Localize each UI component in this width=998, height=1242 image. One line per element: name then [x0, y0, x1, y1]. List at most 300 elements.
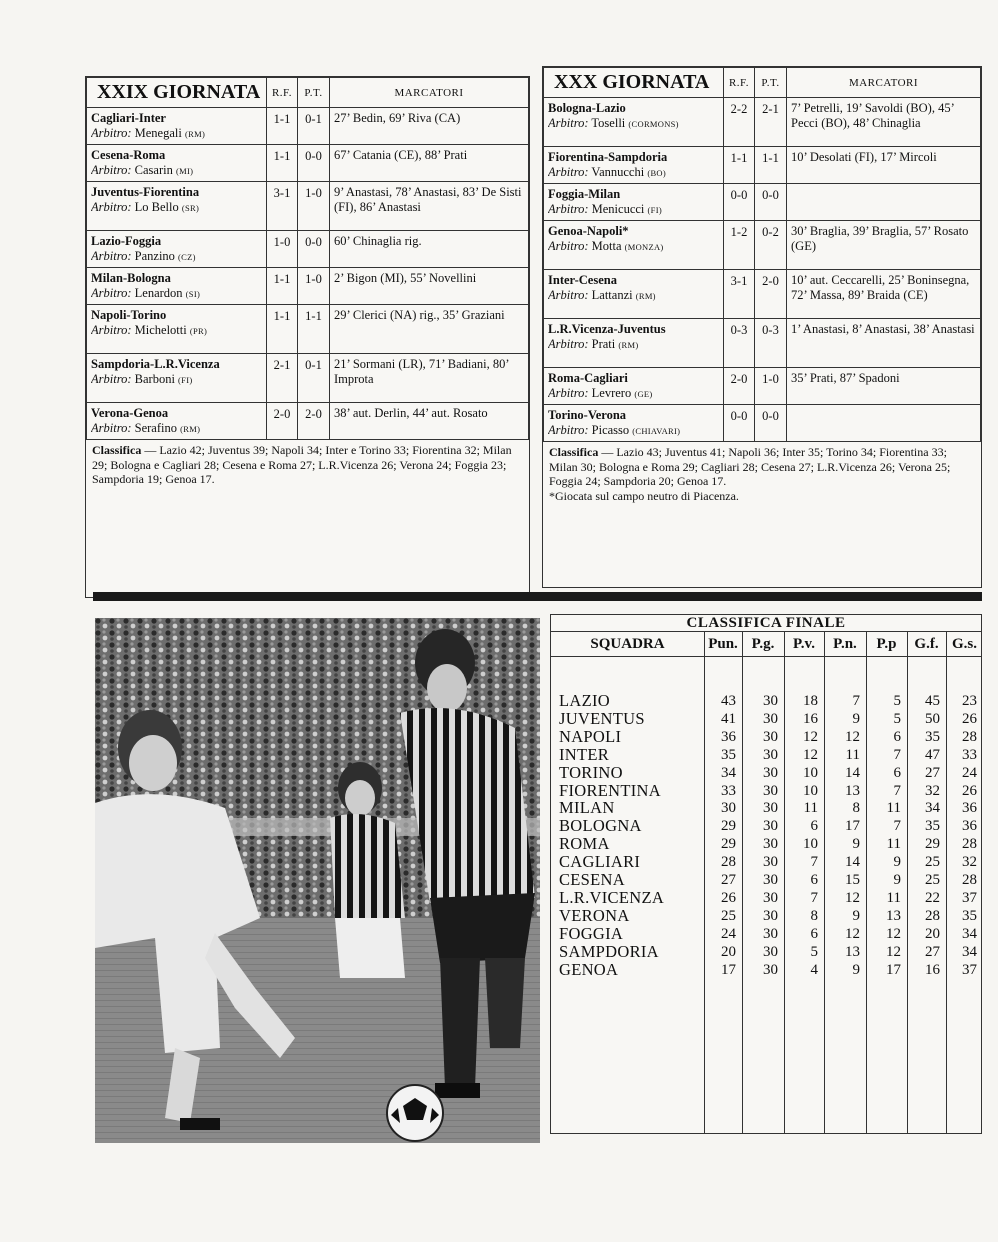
stat-pn: 12 [845, 728, 860, 745]
pt-score: 1-0 [755, 368, 787, 405]
match-row [544, 405, 981, 442]
pt-score: 0-1 [298, 354, 330, 403]
header-pg: P.g. [751, 636, 775, 652]
team-name: VERONA [559, 905, 630, 925]
pt-score: 0-2 [755, 221, 787, 270]
header-squadra: SQUADRA [590, 636, 665, 652]
referee-name: Picasso [591, 423, 630, 437]
stat-gf: 27 [925, 764, 940, 781]
stat-pg: 30 [763, 764, 778, 781]
separator-bar [93, 592, 982, 601]
stat-pg: 30 [763, 693, 778, 709]
match-name: Fiorentina-Sampdoria [548, 150, 668, 164]
team-name: ROMA [559, 834, 610, 854]
match-cell [87, 354, 267, 403]
stat-pun: 35 [721, 746, 736, 763]
classifica-finale-title: CLASSIFICA FINALE [551, 615, 981, 632]
col-marcatori-header: MARCATORI [787, 68, 981, 98]
stat-gf: 35 [925, 728, 940, 745]
stat-pun: 36 [721, 728, 736, 745]
match-row [87, 403, 529, 440]
referee-city: (GE) [634, 389, 653, 399]
referee-name: Casarin [134, 163, 173, 177]
stat-gf: 45 [925, 693, 940, 709]
pt-score: 2-1 [755, 98, 787, 147]
pt-score: 0-3 [755, 319, 787, 368]
referee-label: Arbitro: [91, 126, 132, 140]
stat-gs: 28 [962, 836, 977, 853]
stat-pun: 33 [721, 782, 736, 799]
match-name: Torino-Verona [548, 408, 627, 422]
rf-score: 1-1 [267, 145, 298, 182]
referee-line [91, 372, 262, 388]
stat-pun: 41 [721, 710, 736, 727]
header-divider [551, 656, 981, 657]
rf-score: 1-1 [724, 147, 755, 184]
match-cell [544, 221, 724, 270]
match-name: Verona-Genoa [91, 406, 169, 420]
stat-pv: 18 [803, 693, 818, 709]
match-name: L.R.Vicenza-Juventus [548, 322, 666, 336]
referee-name: Lenardon [134, 286, 183, 300]
pt-score: 1-0 [298, 268, 330, 305]
stat-gs: 28 [962, 728, 977, 745]
stat-gf: 50 [925, 710, 940, 727]
header-gs: G.s. [951, 636, 977, 652]
header-pp: P.p [876, 636, 897, 652]
stat-pp: 17 [886, 961, 901, 978]
giornata-29-body [87, 108, 529, 440]
stat-pg: 30 [763, 943, 778, 960]
scorers: 27’ Bedin, 69’ Riva (CA) [330, 108, 529, 145]
scorers: 29’ Clerici (NA) rig., 35’ Graziani [330, 305, 529, 354]
col-rf-header: R.F. [724, 68, 755, 98]
match-cell [544, 368, 724, 405]
stat-pg: 30 [763, 836, 778, 853]
match-row [544, 319, 981, 368]
stat-pun: 43 [721, 693, 736, 709]
match-row [87, 145, 529, 182]
referee-line [548, 239, 719, 255]
match-row [544, 368, 981, 405]
header-gf: G.f. [914, 636, 939, 652]
stat-gs: 36 [962, 800, 977, 817]
stat-pn: 17 [845, 818, 860, 835]
stat-pp: 12 [886, 943, 901, 960]
referee-label: Arbitro: [91, 249, 132, 263]
stat-pun: 17 [721, 961, 736, 978]
stat-pun: 34 [721, 764, 736, 781]
rf-score: 2-0 [267, 403, 298, 440]
referee-city: (SR) [181, 203, 200, 213]
stat-pv: 5 [810, 943, 818, 960]
stat-gs: 35 [962, 907, 977, 924]
match-row [544, 147, 981, 184]
stat-pg: 30 [763, 854, 778, 871]
stat-gs: 28 [962, 872, 977, 888]
scorers: 2’ Bigon (MI), 55’ Novellini [330, 268, 529, 305]
match-name: Lazio-Foggia [91, 234, 162, 248]
referee-line [91, 421, 262, 437]
rf-score: 0-0 [724, 184, 755, 221]
header-pn: P.n. [833, 636, 857, 652]
stat-pv: 12 [803, 746, 818, 763]
stat-pg: 30 [763, 961, 778, 978]
stat-gs: 26 [962, 782, 977, 799]
referee-city: (SI) [185, 289, 201, 299]
rf-score: 2-1 [267, 354, 298, 403]
scorers: 10’ aut. Ceccarelli, 25’ Boninsegna, 72’ Massa, 89’ Braida (CE) [787, 270, 981, 319]
match-cell [544, 98, 724, 147]
giornata-29-panel [85, 76, 530, 598]
header-pv: P.v. [793, 636, 815, 652]
referee-city: (RM) [180, 424, 201, 434]
stat-pp: 9 [893, 872, 901, 888]
stat-pn: 14 [845, 764, 860, 781]
match-name: Inter-Cesena [548, 273, 617, 287]
stat-pv: 6 [810, 925, 818, 942]
col-pt-header: P.T. [298, 78, 330, 108]
neutral-field-note: *Giocata sul campo neutro di Piacenza. [549, 488, 739, 503]
match-cell [87, 268, 267, 305]
stat-pun: 29 [721, 818, 736, 835]
match-row [87, 268, 529, 305]
team-name: GENOA [559, 959, 619, 979]
stat-gf: 20 [925, 925, 940, 942]
scorers [787, 184, 981, 221]
pt-score: 1-0 [298, 182, 330, 231]
stat-pn: 7 [852, 693, 860, 709]
stat-pv: 10 [803, 836, 818, 853]
stat-gs: 34 [962, 943, 977, 960]
match-name: Cagliari-Inter [91, 111, 166, 125]
giornata-30-body [544, 98, 981, 442]
referee-city: (MONZA) [624, 242, 664, 252]
stat-pv: 7 [810, 854, 818, 871]
scorers: 7’ Petrelli, 19’ Savoldi (BO), 45’ Pecci (BO), 48’ Chinaglia [787, 98, 981, 147]
pt-score: 0-0 [755, 405, 787, 442]
stat-pn: 9 [852, 907, 860, 924]
referee-city: (MI) [175, 166, 194, 176]
referee-name: Michelotti [134, 323, 187, 337]
header-pun: Pun. [708, 636, 738, 652]
match-row [544, 184, 981, 221]
stat-pn: 12 [845, 889, 860, 906]
referee-label: Arbitro: [91, 323, 132, 337]
stat-pg: 30 [763, 925, 778, 942]
stat-pn: 8 [852, 800, 860, 817]
stat-pn: 9 [852, 710, 860, 727]
match-name: Juventus-Fiorentina [91, 185, 200, 199]
stat-pv: 7 [810, 889, 818, 906]
referee-name: Menicucci [591, 202, 645, 216]
stat-gs: 23 [962, 693, 977, 709]
stat-pv: 11 [803, 800, 818, 817]
referee-label: Arbitro: [548, 239, 589, 253]
referee-label: Arbitro: [548, 423, 589, 437]
rf-score: 0-3 [724, 319, 755, 368]
team-name: FOGGIA [559, 923, 624, 943]
stat-gf: 28 [925, 907, 940, 924]
scorers: 9’ Anastasi, 78’ Anastasi, 83’ De Sisti (FI), 86’ Anastasi [330, 182, 529, 231]
stat-pun: 27 [721, 872, 736, 888]
stat-gs: 37 [962, 961, 977, 978]
stat-pp: 13 [886, 907, 901, 924]
match-cell [544, 405, 724, 442]
rf-score: 1-0 [267, 231, 298, 268]
scorers: 35’ Prati, 87’ Spadoni [787, 368, 981, 405]
stat-pg: 30 [763, 907, 778, 924]
referee-name: Prati [591, 337, 616, 351]
team-name: FIORENTINA [559, 780, 661, 800]
stat-pg: 30 [763, 889, 778, 906]
referee-name: Barboni [134, 372, 175, 386]
referee-line [548, 202, 719, 218]
team-name: CESENA [559, 870, 625, 889]
referee-label: Arbitro: [548, 165, 589, 179]
stat-pv: 16 [803, 710, 818, 727]
stat-pp: 7 [893, 818, 901, 835]
pt-score: 0-0 [755, 184, 787, 221]
stat-pun: 20 [721, 943, 736, 960]
stat-pp: 9 [893, 854, 901, 871]
stat-gs: 33 [962, 746, 977, 763]
team-name: L.R.VICENZA [559, 887, 665, 907]
stat-pv: 8 [810, 907, 818, 924]
team-name: CAGLIARI [559, 852, 641, 872]
referee-line [91, 126, 262, 142]
stat-pn: 14 [845, 854, 860, 871]
referee-line [548, 423, 719, 439]
stat-pn: 9 [852, 836, 860, 853]
referee-label: Arbitro: [548, 337, 589, 351]
stat-pun: 26 [721, 889, 736, 906]
team-name: JUVENTUS [559, 708, 645, 728]
referee-label: Arbitro: [91, 163, 132, 177]
referee-line [91, 249, 262, 265]
match-row [87, 354, 529, 403]
stat-pg: 30 [763, 782, 778, 799]
pt-score: 0-0 [298, 145, 330, 182]
referee-label: Arbitro: [91, 421, 132, 435]
referee-line [91, 286, 262, 302]
team-name: NAPOLI [559, 726, 622, 746]
referee-line [548, 337, 719, 353]
stat-pg: 30 [763, 872, 778, 888]
match-row [87, 108, 529, 145]
referee-line [91, 163, 262, 179]
giornata-title: XXX GIORNATA [544, 68, 724, 98]
match-photo [95, 618, 540, 1143]
team-name: BOLOGNA [559, 816, 642, 836]
stat-pn: 13 [845, 943, 860, 960]
referee-label: Arbitro: [548, 202, 589, 216]
classifica-label: Classifica [549, 445, 599, 459]
stat-pv: 6 [810, 872, 818, 888]
stat-gf: 16 [925, 961, 940, 978]
stat-gf: 34 [925, 800, 940, 817]
stat-pv: 10 [803, 764, 818, 781]
referee-label: Arbitro: [548, 386, 589, 400]
pt-score: 2-0 [755, 270, 787, 319]
referee-name: Vannucchi [591, 165, 645, 179]
stat-pg: 30 [763, 800, 778, 817]
referee-label: Arbitro: [91, 372, 132, 386]
match-cell [87, 182, 267, 231]
referee-label: Arbitro: [91, 286, 132, 300]
team-name: SAMPDORIA [559, 941, 659, 961]
scorers [787, 405, 981, 442]
match-name: Sampdoria-L.R.Vicenza [91, 357, 220, 371]
team-name: MILAN [559, 798, 615, 818]
pt-score: 0-1 [298, 108, 330, 145]
stat-gs: 37 [962, 889, 977, 906]
match-cell [87, 145, 267, 182]
stat-pg: 30 [763, 710, 778, 727]
team-name: INTER [559, 744, 610, 764]
match-name: Bologna-Lazio [548, 101, 626, 115]
stat-gs: 34 [962, 925, 977, 942]
stat-pp: 7 [893, 746, 901, 763]
referee-name: Menegali [134, 126, 182, 140]
referee-name: Panzino [134, 249, 175, 263]
stat-pp: 6 [893, 764, 901, 781]
stat-gf: 25 [925, 854, 940, 871]
col-marcatori-header: MARCATORI [330, 78, 529, 108]
stat-pun: 24 [721, 925, 736, 942]
referee-label: Arbitro: [91, 200, 132, 214]
stat-gf: 29 [925, 836, 940, 853]
giornata-title: XXIX GIORNATA [87, 78, 267, 108]
match-name: Genoa-Napoli* [548, 224, 629, 238]
stat-pv: 4 [810, 961, 818, 978]
stat-pn: 13 [845, 782, 860, 799]
referee-city: (CORMONS) [628, 119, 679, 129]
stat-gf: 47 [925, 746, 940, 763]
stat-gf: 32 [925, 782, 940, 799]
stat-gf: 25 [925, 872, 940, 888]
stat-gs: 32 [962, 854, 977, 871]
scorers: 21’ Sormani (LR), 71’ Badiani, 80’ Improta [330, 354, 529, 403]
referee-city: (PR) [189, 326, 208, 336]
match-name: Cesena-Roma [91, 148, 166, 162]
match-cell [544, 319, 724, 368]
match-cell [544, 184, 724, 221]
stat-pn: 12 [845, 925, 860, 942]
scorers: 67’ Catania (CE), 88’ Prati [330, 145, 529, 182]
scorers: 60’ Chinaglia rig. [330, 231, 529, 268]
classifica-30 [543, 442, 981, 503]
stat-pv: 10 [803, 782, 818, 799]
rf-score: 1-1 [267, 268, 298, 305]
match-name: Roma-Cagliari [548, 371, 628, 385]
stat-pn: 9 [852, 961, 860, 978]
referee-name: Motta [591, 239, 622, 253]
stat-pp: 11 [886, 800, 901, 817]
stat-pp: 5 [893, 693, 901, 709]
giornata-30-panel [542, 66, 982, 588]
referee-city: (RM) [618, 340, 639, 350]
match-row [544, 98, 981, 147]
referee-name: Serafino [134, 421, 177, 435]
pt-score: 1-1 [755, 147, 787, 184]
referee-city: (FI) [178, 375, 193, 385]
stat-pp: 7 [893, 782, 901, 799]
match-row [87, 231, 529, 268]
match-name: Napoli-Torino [91, 308, 167, 322]
stat-gf: 27 [925, 943, 940, 960]
match-cell [87, 108, 267, 145]
referee-city: (FI) [647, 205, 662, 215]
stat-pv: 6 [810, 818, 818, 835]
scorers: 30’ Braglia, 39’ Braglia, 57’ Rosato (GE) [787, 221, 981, 270]
rf-score: 1-2 [724, 221, 755, 270]
stat-pun: 25 [721, 907, 736, 924]
stat-gs: 36 [962, 818, 977, 835]
referee-city: (RM) [184, 129, 206, 139]
match-cell [87, 231, 267, 268]
rf-score: 1-1 [267, 108, 298, 145]
match-name: Milan-Bologna [91, 271, 171, 285]
pt-score: 0-0 [298, 231, 330, 268]
classifica-label: Classifica [92, 443, 142, 457]
scorers: 38’ aut. Derlin, 44’ aut. Rosato [330, 403, 529, 440]
match-cell [87, 403, 267, 440]
classifica-finale-table [550, 614, 982, 1134]
pt-score: 1-1 [298, 305, 330, 354]
stat-pp: 12 [886, 925, 901, 942]
match-cell [87, 305, 267, 354]
pt-score: 2-0 [298, 403, 330, 440]
stat-pp: 5 [893, 710, 901, 727]
stat-pv: 12 [803, 728, 818, 745]
rf-score: 0-0 [724, 405, 755, 442]
team-name: LAZIO [559, 691, 610, 710]
stat-gf: 22 [925, 889, 940, 906]
col-rf-header: R.F. [267, 78, 298, 108]
referee-label: Arbitro: [548, 116, 589, 130]
stat-gs: 24 [962, 764, 977, 781]
referee-city: (CHIAVARI) [632, 426, 681, 436]
scorers: 1’ Anastasi, 8’ Anastasi, 38’ Anastasi [787, 319, 981, 368]
match-row [544, 270, 981, 319]
rf-score: 3-1 [267, 182, 298, 231]
rf-score: 2-2 [724, 98, 755, 147]
referee-line [91, 323, 262, 339]
stat-pn: 15 [845, 872, 860, 888]
referee-line [548, 165, 719, 181]
referee-line [548, 116, 719, 132]
stat-gf: 35 [925, 818, 940, 835]
stat-pun: 30 [721, 800, 736, 817]
giornata-29-table [86, 77, 529, 440]
referee-name: Lattanzi [591, 288, 633, 302]
stat-pg: 30 [763, 818, 778, 835]
match-row [87, 305, 529, 354]
stat-gs: 26 [962, 710, 977, 727]
stat-pun: 28 [721, 854, 736, 871]
referee-name: Lo Bello [134, 200, 179, 214]
match-cell [544, 270, 724, 319]
team-name: TORINO [559, 762, 623, 782]
rf-score: 3-1 [724, 270, 755, 319]
match-name: Foggia-Milan [548, 187, 621, 201]
stat-pg: 30 [763, 746, 778, 763]
scorers: 10’ Desolati (FI), 17’ Mircoli [787, 147, 981, 184]
referee-name: Toselli [591, 116, 626, 130]
rf-score: 2-0 [724, 368, 755, 405]
referee-city: (RM) [635, 291, 656, 301]
